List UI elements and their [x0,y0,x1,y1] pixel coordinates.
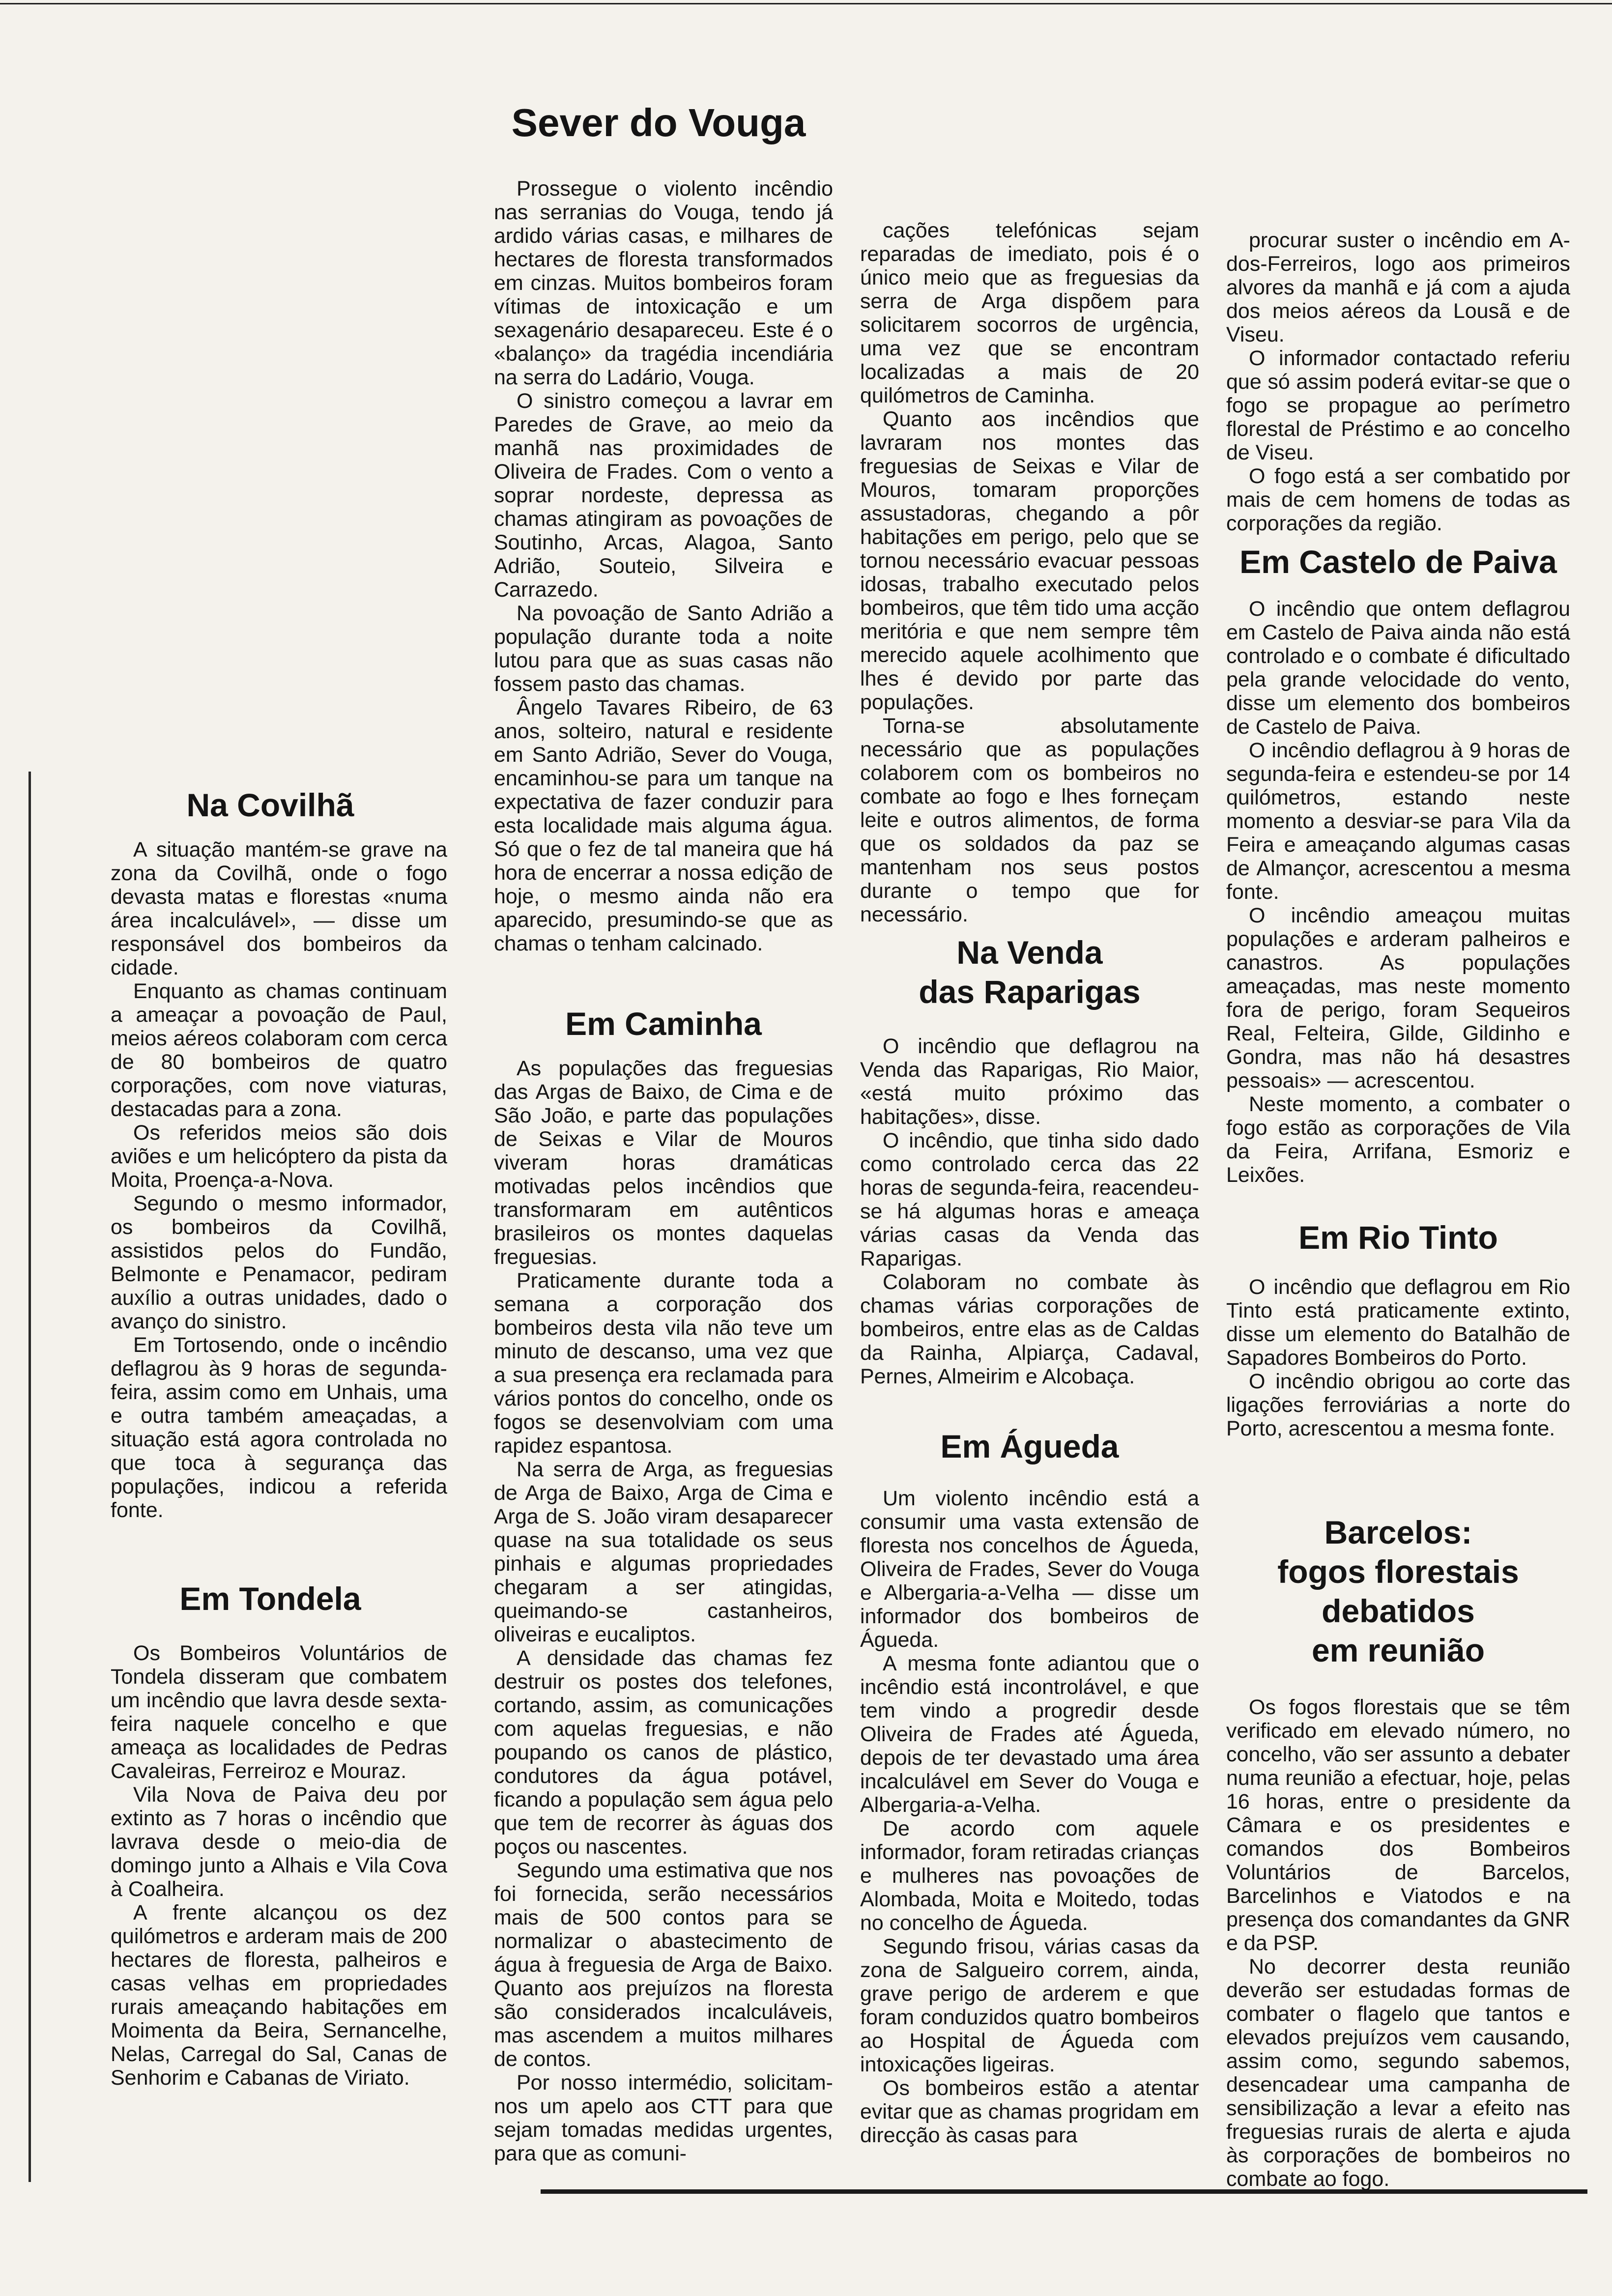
article-covilha [111,838,447,1526]
paragraph: De acordo com aquele informador, foram retiradas crianças e mulheres nas povoações de Alombada, Moita e Moitedo, todas no concelho de Águeda. [860,1817,1199,1935]
paragraph: O incêndio que deflagrou na Venda das Raparigas, Rio Maior, «está muito próximo das habitações», disse. [860,1034,1199,1129]
paragraph: O incêndio obrigou ao corte das ligações ferroviárias a norte do Porto, acrescentou a mesma fonte. [1226,1370,1570,1440]
paragraph: Por nosso intermédio, solicitam-nos um apelo aos CTT para que sejam tomadas medidas urgentes, para que as comuni- [494,2071,833,2165]
paragraph: Colaboram no combate às chamas várias corporações de bombeiros, entre elas as de Caldas da Rainha, Alpiarça, Cadaval, Pernes, Almeirim e Alcobaça. [860,1270,1199,1388]
article-caminha-continued [860,219,1199,926]
heading-covilha: Na Covilhã [186,787,354,823]
article-caminha [494,1057,833,2167]
heading-raparigas-line2: das Raparigas [919,974,1141,1010]
paragraph: O fogo está a ser combatido por mais de cem homens de todas as corporações da região. [1226,464,1570,535]
article-raparigas [860,1034,1199,1408]
paragraph: Os referidos meios são dois aviões e um helicóptero da pista da Moita, Proença-a-Nova. [111,1121,447,1192]
paragraph: Segundo frisou, várias casas da zona de Salgueiro correm, ainda, grave perigo de arderem e que foram conduzidos quatro bombeiros ao Hospital de Águeda com intoxicações ligeiras. [860,1935,1199,2076]
paragraph: Segundo o mesmo informador, os bombeiros da Covilhã, assistidos pelos do Fundão, Belmonte e Penamacor, pediram auxílio a outras unidades, dado o avanço do sinistro. [111,1192,447,1333]
article-paiva [1226,597,1570,1206]
paragraph: Praticamente durante toda a semana a corporação dos bombeiros desta vila não teve um minuto de descanso, uma vez que a sua presença era reclamada para vários pontos do concelho, onde os fogos se desenvolviam com uma rapidez espantosa. [494,1269,833,1458]
left-edge-mark [29,772,31,2182]
heading-barcelos-line3: debatidos [1322,1593,1475,1629]
paragraph: Ângelo Tavares Ribeiro, de 63 anos, solteiro, natural e residente em Santo Adrião, Sever do Vouga, encaminhou-se para um tanque na expectativa de fazer conduzir para esta localidade mais alguma água. Só que o fez de tal maneira que há hora de encerrar a nossa edição de hoje, o mesmo ainda não era aparecido, presumindo-se que as chamas o tenham calcinado. [494,696,833,955]
paragraph: cações telefónicas sejam reparadas de imediato, pois é o único meio que as freguesias da serra de Arga dispõem para solicitarem socorros de urgência, uma vez que se encontram localizadas a mais de 20 quilómetros de Caminha. [860,219,1199,407]
paragraph: O incêndio deflagrou à 9 horas de segunda-feira e estendeu-se por 14 quilómetros, estando neste momento a desviar-se para Vila da Feira e ameaçando algumas casas de Almançor, acrescentou a mesma fonte. [1226,739,1570,904]
paragraph: Em Tortosendo, onde o incêndio deflagrou às 9 horas de segunda-feira, assim como em Unhais, uma e outra também ameaçadas, a situação está agora controlada no que toca à segurança das populações, indicou a referida fonte. [111,1333,447,1522]
paragraph: A densidade das chamas fez destruir os postes dos telefones, cortando, assim, as comunicações com aquelas freguesias, e não poupando os canos de plástico, condutores da água potável, ficando a população sem água pelo que tem de recorrer às águas dos poços ou nascentes. [494,1646,833,1859]
article-tondela [111,1641,447,2172]
paragraph: Na serra de Arga, as freguesias de Arga de Baixo, Arga de Cima e Arga de S. João viram desaparecer quase na sua totalidade os seus pinhais e algumas propriedades chegaram a ser atingidas, queimando-se castanheiros, oliveiras e eucaliptos. [494,1458,833,1646]
paragraph: Os fogos florestais que se têm verificado em elevado número, no concelho, vão ser assunto a debater numa reunião a efectuar, hoje, pelas 16 horas, entre o presidente da Câmara e os presidentes e comandos dos Bombeiros Voluntários de Barcelos, Barcelinhos e Viatodos e na presença dos comandantes da GNR e da PSP. [1226,1695,1570,1955]
paragraph: Um violento incêndio está a consumir uma vasta extensão de floresta nos concelhos de Águeda, Oliveira de Frades, Sever do Vouga e Albergaria-a-Velha — disse um informador dos bombeiros de Águeda. [860,1487,1199,1652]
article-barcelos [1226,1695,1570,2191]
paragraph: A situação mantém-se grave na zona da Covilhã, onde o fogo devasta matas e florestas «numa área incalculável», — disse um responsável dos bombeiros da cidade. [111,838,447,979]
paragraph: Na povoação de Santo Adrião a população durante toda a noite lutou para que as suas casas não fossem pasto das chamas. [494,602,833,696]
heading-barcelos-line4: em reunião [1311,1632,1485,1668]
paragraph: Os bombeiros estão a atentar evitar que as chamas progridam em direcção às casas para [860,2076,1199,2147]
paragraph: As populações das freguesias das Argas de Baixo, de Cima e de São João, e parte das populações de Seixas e Vilar de Mouros viveram horas dramáticas motivadas pelos incêndios que transformaram em autênticos brasileiros os montes daquelas freguesias. [494,1057,833,1269]
article-agueda-continued [1226,229,1570,533]
heading-agueda: Em Águeda [940,1428,1119,1464]
paragraph: procurar suster o incêndio em A-dos-Ferreiros, logo aos primeiros alvores da manhã e já com a ajuda dos meios aéreos da Lousã e de Viseu. [1226,229,1570,346]
paragraph: Torna-se absolutamente necessário que as populações colaborem com os bombeiros no combate ao fogo e lhes forneçam leite e outros alimentos, de forma que os soldados da paz se mantenham nos seus postos durante o tempo que for necessário. [860,714,1199,926]
paragraph: Os Bombeiros Voluntários de Tondela disseram que combatem um incêndio que lavra desde sexta-feira naquele concelho e que ameaça as localidades de Pedras Cavaleiras, Ferreiroz e Mouraz. [111,1641,447,1783]
paragraph: O informador contactado referiu que só assim poderá evitar-se que o fogo se propague ao perímetro florestal de Préstimo e ao concelho de Viseu. [1226,346,1570,464]
paragraph: Segundo uma estimativa que nos foi fornecida, serão necessários mais de 500 contos para se normalizar o abastecimento de água à freguesia de Arga de Baixo. Quanto aos prejuízos na floresta são considerados incalculáveis, mas ascendem a muitos milhares de contos. [494,1859,833,2071]
paragraph: O incêndio que ontem deflagrou em Castelo de Paiva ainda não está controlado e o combate é dificultado pela grande velocidade do vento, disse um elemento dos bombeiros de Castelo de Paiva. [1226,597,1570,739]
paragraph: Vila Nova de Paiva deu por extinto as 7 horas o incêndio que lavrava desde o meio-dia de domingo junto a Alhais e Vila Cova à Coalheira. [111,1783,447,1901]
article-agueda [860,1487,1199,2170]
heading-barcelos-line2: fogos florestais [1277,1553,1519,1590]
heading-tinto: Em Rio Tinto [1298,1219,1498,1256]
paragraph: O incêndio ameaçou muitas populações e arderam palheiros e canastros. As populações ameaçadas, mas neste momento fora de perigo, foram Sequeiros Real, Felteira, Gilde, Gildinho e Gondra, mas não há desastres pessoais» — acrescentou. [1226,904,1570,1092]
paragraph: A mesma fonte adiantou que o incêndio está incontrolável, e que tem vindo a progredir desde Oliveira de Frades até Águeda, depois de ter devastado uma área incalculável em Sever do Vouga e Albergaria-a-Velha. [860,1652,1199,1817]
heading-raparigas-line1: Na Venda [956,934,1103,971]
article-sever [494,177,833,995]
heading-caminha: Em Caminha [565,1005,762,1042]
main-headline: Sever do Vouga [511,101,806,144]
paragraph: O sinistro começou a lavrar em Paredes de Grave, ao meio da manhã nas proximidades de Oliveira de Frades. Com o vento a soprar nordeste, depressa as chamas atingiram as povoações de Soutinho, Arcas, Alagoa, Santo Adrião, Souteio, Silveira e Carrazedo. [494,389,833,602]
paragraph: No decorrer desta reunião deverão ser estudadas formas de combater o flagelo que tantos e elevados prejuízos vem causando, assim como, segundo sabemos, desencadear uma campanha de sensibilização a levar a efeito nas freguesias rurais de alerta e ajuda às corporações de bombeiros no combate ao fogo. [1226,1955,1570,2191]
paragraph: Neste momento, a combater o fogo estão as corporações de Vila da Feira, Arrifana, Esmoriz e Leixões. [1226,1092,1570,1187]
article-tinto [1226,1275,1570,1501]
paragraph: Quanto aos incêndios que lavraram nos montes das freguesias de Seixas e Vilar de Mouros, tomaram proporções assustadoras, chegando a pôr habitações em perigo, pelo que se tornou necessário evacuar pessoas idosas, trabalho executado pelos bombeiros, que têm tido uma acção meritória e que nem sempre têm merecido aquele acolhimento que lhes é devido por parte das populações. [860,407,1199,714]
heading-paiva: Em Castelo de Paiva [1239,544,1557,580]
paragraph: A frente alcançou os dez quilómetros e arderam mais de 200 hectares de floresta, palheiros e casas velhas em propriedades rurais ameaçando habitações em Moimenta da Beira, Sernancelhe, Nelas, Carregal do Sal, Canas de Senhorim e Cabanas de Viriato. [111,1901,447,2090]
paragraph: Enquanto as chamas continuam a ameaçar a povoação de Paul, meios aéreos colaboram com cerca de 80 bombeiros de quatro corporações, com nove viaturas, destacadas para a zona. [111,979,447,1121]
paragraph: Prossegue o violento incêndio nas serranias do Vouga, tendo já ardido várias casas, e milhares de hectares de floresta transformados em cinzas. Muitos bombeiros foram vítimas de intoxicação e um sexagenário desapareceu. Este é o «balanço» da tragédia incendiária na serra do Ladário, Vouga. [494,177,833,389]
top-rule [0,3,1612,4]
heading-barcelos-line1: Barcelos: [1324,1514,1472,1550]
paragraph: O incêndio, que tinha sido dado como controlado cerca das 22 horas de segunda-feira, reacendeu-se há algumas horas e ameaça várias casas da Venda das Raparigas. [860,1129,1199,1270]
paragraph: O incêndio que deflagrou em Rio Tinto está praticamente extinto, disse um elemento do Batalhão de Sapadores Bombeiros do Porto. [1226,1275,1570,1370]
heading-tondela: Em Tondela [179,1580,361,1617]
